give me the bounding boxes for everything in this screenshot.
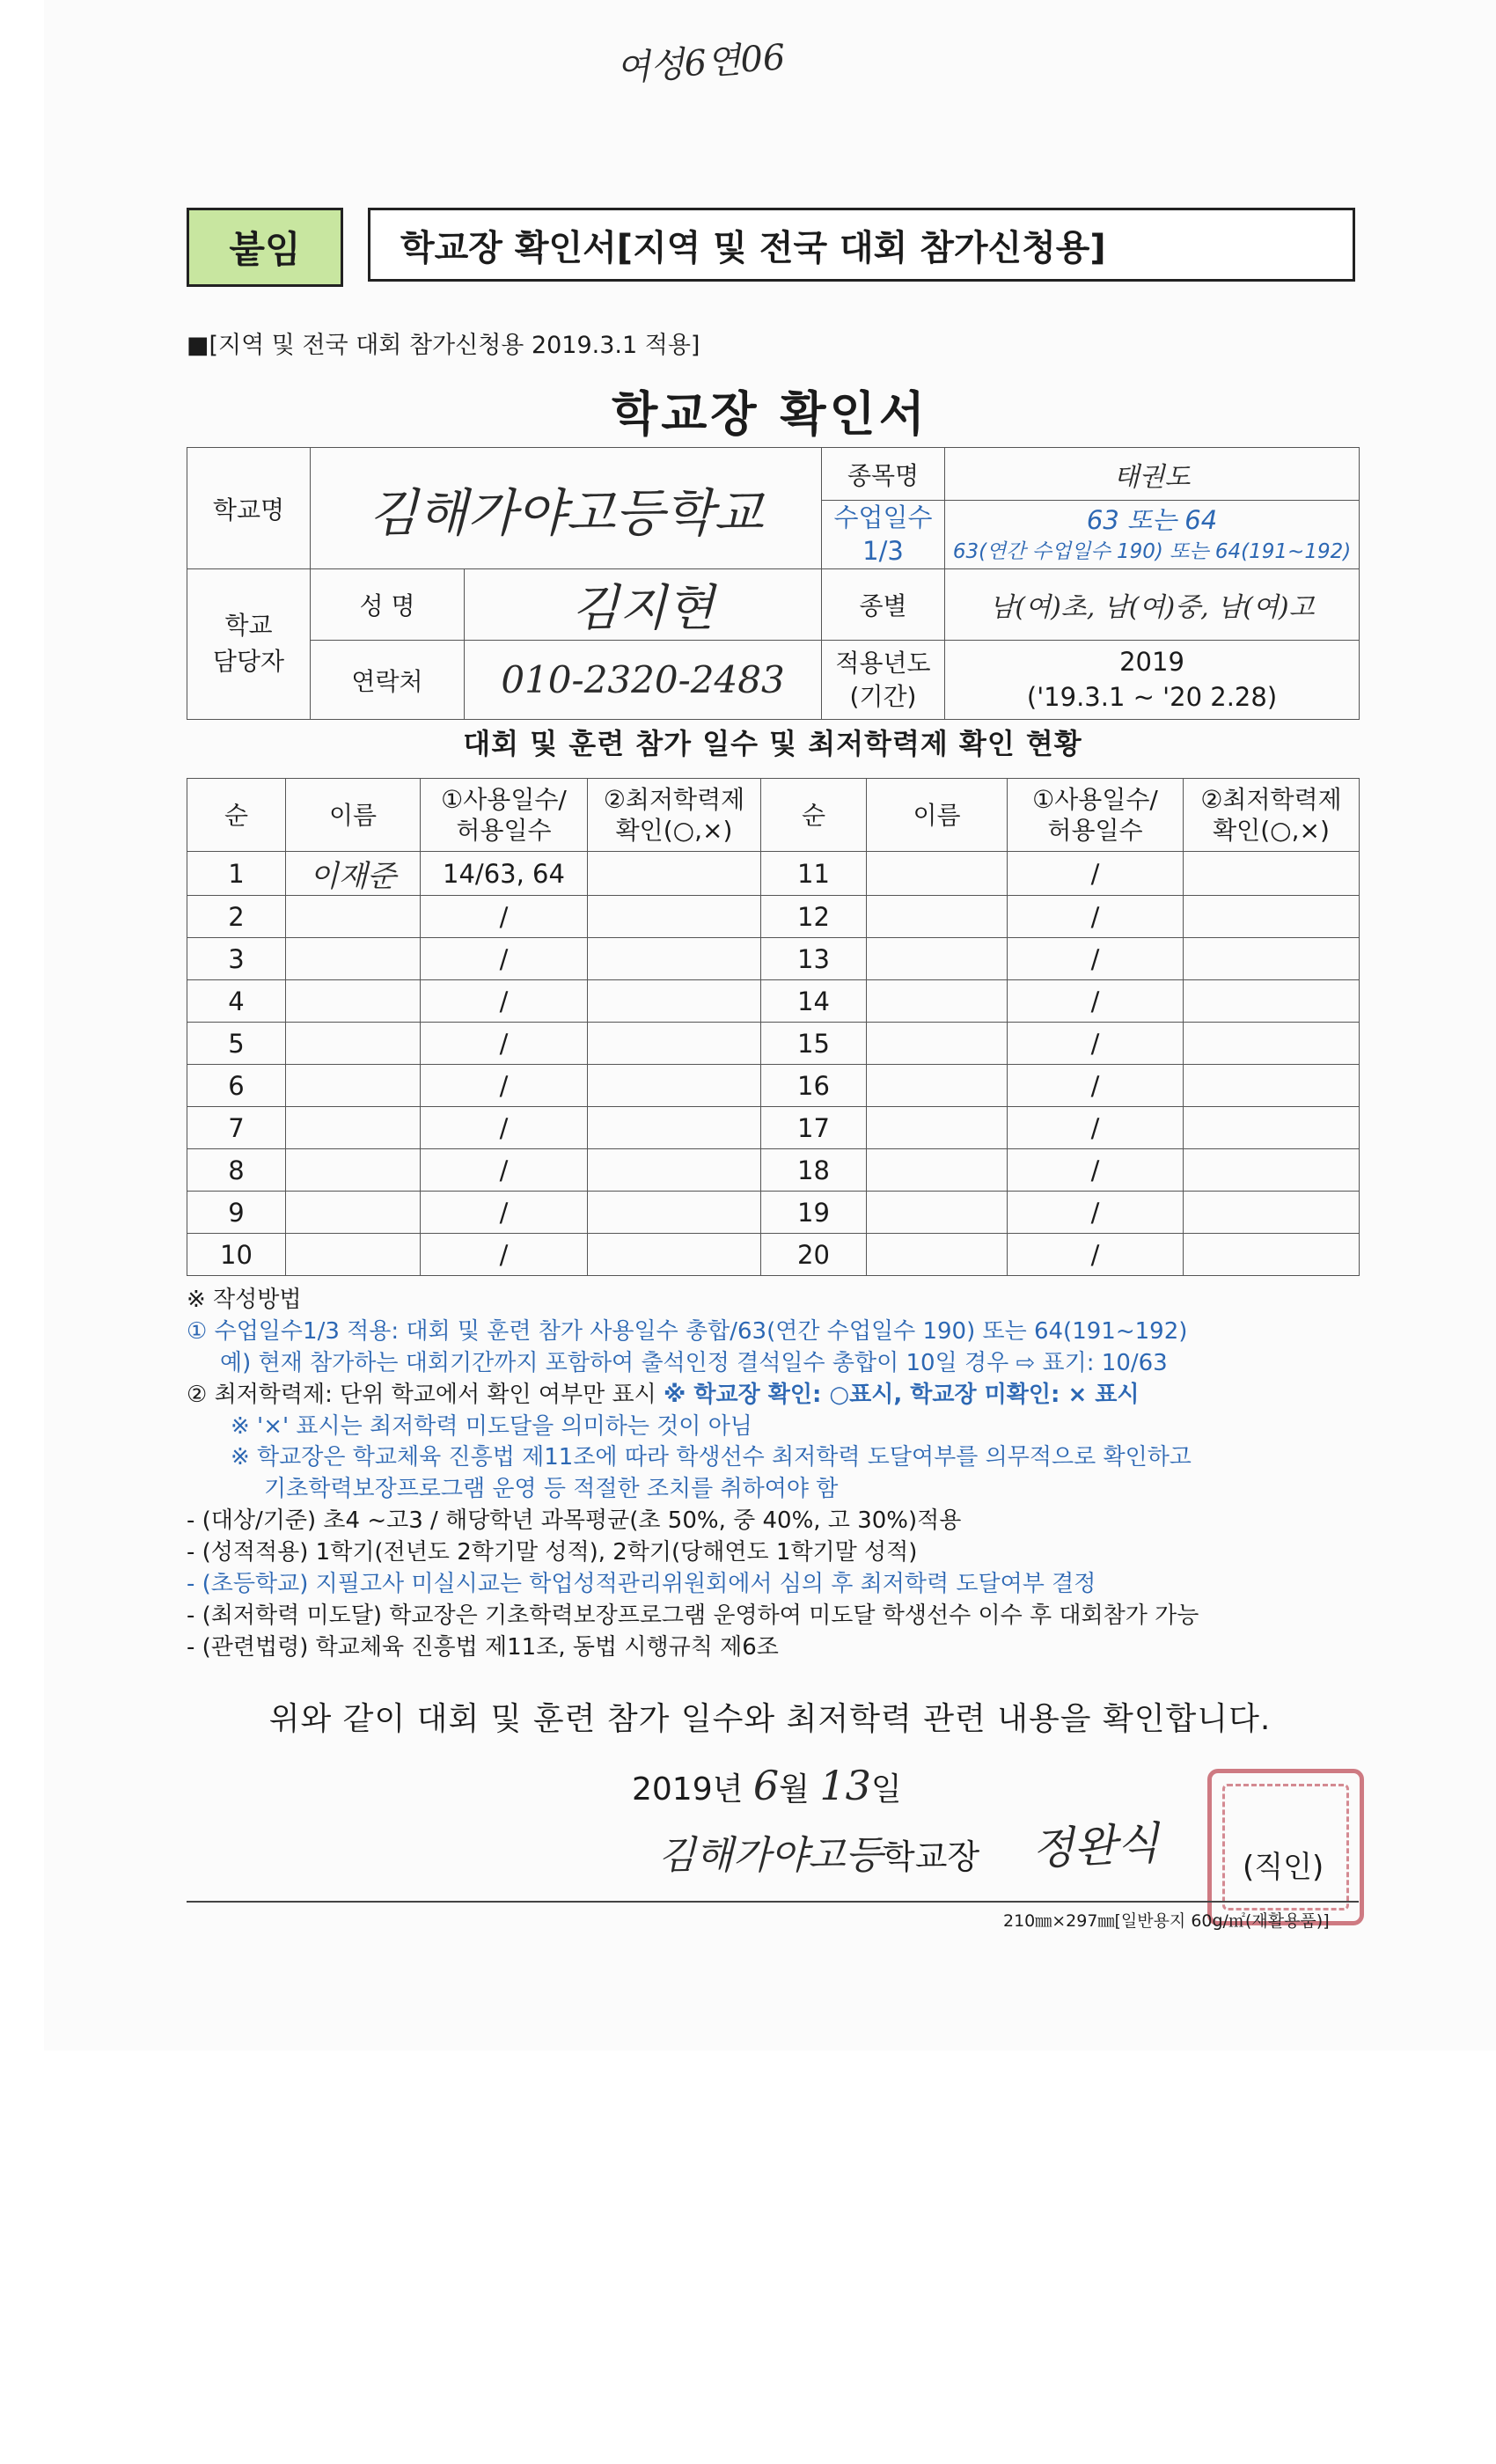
gender-label: 종별 (822, 569, 945, 641)
row-num: 3 (187, 938, 286, 980)
year-label-2: (기간) (849, 681, 917, 711)
col-min (588, 779, 761, 852)
grid-header-row (187, 779, 1360, 852)
manager-name: 김지현 (465, 569, 822, 641)
seal-text: (직인) (1243, 1850, 1324, 1885)
date-year: 2019년 (632, 1771, 744, 1808)
row-name-right (867, 1192, 1008, 1234)
manager-label-1: 학교 (224, 611, 273, 641)
table-row (187, 1023, 1360, 1065)
row-num-right: 14 (761, 980, 867, 1023)
row-min (588, 1107, 761, 1149)
row-days: / (421, 896, 588, 938)
bullet-1: - (대상/기준) 초4 ~고3 / 해당학년 과목평균(초 50%, 중 40%, 고 30%)적용 (187, 1507, 962, 1535)
section-title: 대회 및 훈련 참가 일수 및 최저학력제 확인 현황 (463, 727, 1082, 760)
note-2-highlight: ※ 학교장 확인: ○표시, 학교장 미확인: × 표시 (664, 1381, 1140, 1408)
school-signature-suffix: 학교장 (883, 1837, 980, 1876)
paper-spec-footer: 210㎜×297㎜[일반용지 60g/㎡(재활용품)] (1003, 1911, 1330, 1931)
row-num: 8 (187, 1149, 286, 1192)
row-min (588, 852, 761, 896)
col-min-right (1184, 779, 1360, 852)
class-days-value (945, 501, 1360, 569)
row-name-right (867, 896, 1008, 938)
row-days: / (421, 1234, 588, 1276)
row-name-right (867, 980, 1008, 1023)
col-days-right-2: 허용일수 (1047, 816, 1143, 845)
row-min-right (1184, 938, 1360, 980)
table-row (187, 1192, 1360, 1234)
table-row (187, 1065, 1360, 1107)
col-name: 이름 (286, 779, 421, 852)
row-min (588, 1023, 761, 1065)
school-signature (658, 1823, 979, 1880)
row-name-right (867, 938, 1008, 980)
row-days-right: / (1008, 896, 1184, 938)
row-min-right (1184, 852, 1360, 896)
note-1: ① 수업일수1/3 적용: 대회 및 훈련 참가 사용일수 총합/63(연간 수업일수 190) 또는 64(191~192) (187, 1317, 1188, 1345)
row-name-right (867, 852, 1008, 896)
bullet-3: - (초등학교) 지필고사 미실시교는 학업성적관리위원회에서 심의 후 최저학력 도달여부 결정 (187, 1570, 1096, 1597)
row-days-right: / (1008, 1192, 1184, 1234)
date-day: 13 (819, 1762, 871, 1809)
row-num: 7 (187, 1107, 286, 1149)
notes-heading: ※ 작성방법 (187, 1287, 302, 1313)
row-days: / (421, 1192, 588, 1234)
col-days (421, 779, 588, 852)
school-signature-name: 김해가야고등 (658, 1833, 884, 1878)
row-days-right: / (1008, 1234, 1184, 1276)
table-row (187, 938, 1360, 980)
row-min-right (1184, 1234, 1360, 1276)
col-min-1: ②최저학력제 (603, 785, 745, 814)
attachment-label: 붙임 (187, 208, 343, 287)
note-2-text: ② 최저학력제: 단위 학교에서 확인 여부만 표시 (187, 1381, 656, 1408)
bullet-4: - (최저학력 미도달) 학교장은 기초학력보장프로그램 운영하여 미도달 학생선수 이수 후 대회참가 가능 (187, 1602, 1199, 1629)
principal-signature: 정완식 (1030, 1817, 1161, 1875)
row-days-right: / (1008, 938, 1184, 980)
table-row (187, 1234, 1360, 1276)
divider-line (187, 1901, 1359, 1903)
name-label: 성 명 (311, 569, 465, 641)
row-num-right: 13 (761, 938, 867, 980)
date-month: 6 (752, 1762, 780, 1809)
row-days-right: / (1008, 1107, 1184, 1149)
sport-value: 태권도 (945, 448, 1360, 501)
year-label (822, 641, 945, 720)
row-name (286, 1107, 421, 1149)
note-2 (187, 1380, 1419, 1412)
row-days: 14/63, 64 (421, 852, 588, 896)
col-min-right-1: ②최저학력제 (1200, 785, 1342, 814)
col-days-right-1: ①사용일수/ (1032, 785, 1158, 814)
main-title: 학교장 확인서 (612, 386, 928, 442)
row-days: / (421, 1107, 588, 1149)
note-1-example: 예) 현재 참가하는 대회기간까지 포함하여 출석인정 결석일수 총합이 10일 경우 ⇨ 표기: 10/63 (220, 1349, 1168, 1376)
class-days-main: 63 또는 64 (1086, 505, 1218, 536)
col-days-right (1008, 779, 1184, 852)
row-num-right: 16 (761, 1065, 867, 1107)
row-num: 9 (187, 1192, 286, 1234)
row-name (286, 938, 421, 980)
contact-label: 연락처 (311, 641, 465, 720)
table-row (187, 980, 1360, 1023)
manager-label-2: 담당자 (212, 647, 285, 676)
row-num: 10 (187, 1234, 286, 1276)
row-days-right: / (1008, 852, 1184, 896)
col-days-2: 허용일수 (456, 816, 552, 845)
row-num: 1 (187, 852, 286, 896)
row-num: 5 (187, 1023, 286, 1065)
row-num-right: 12 (761, 896, 867, 938)
row-num-right: 11 (761, 852, 867, 896)
manager-label (187, 569, 311, 720)
row-min (588, 896, 761, 938)
info-table (187, 447, 1360, 720)
col-days-1: ①사용일수/ (441, 785, 567, 814)
participation-grid (187, 778, 1360, 1276)
row-min-right (1184, 1023, 1360, 1065)
col-num-right: 순 (761, 779, 867, 852)
form-title: 학교장 확인서[지역 및 전국 대회 참가신청용] (368, 208, 1355, 282)
year-value-main: 2019 (1119, 647, 1184, 678)
note-3: ※ '×' 표시는 최저학력 미도달을 의미하는 것이 아님 (231, 1412, 752, 1440)
row-days: / (421, 938, 588, 980)
row-name (286, 1192, 421, 1234)
row-name (286, 896, 421, 938)
handwritten-note: 여성6연06 (614, 37, 787, 90)
row-min (588, 1149, 761, 1192)
row-num-right: 18 (761, 1149, 867, 1192)
table-row (187, 896, 1360, 938)
row-min-right (1184, 1192, 1360, 1234)
year-label-1: 적용년도 (835, 648, 931, 678)
note-4-cont: 기초학력보장프로그램 운영 등 적절한 조치를 취하여야 함 (264, 1476, 839, 1503)
school-name: 김해가야고등학교 (311, 448, 822, 569)
bullet-5: - (관련법령) 학교체육 진흥법 제11조, 동법 시행규칙 제6조 (187, 1633, 779, 1661)
row-min (588, 1192, 761, 1234)
row-days: / (421, 1065, 588, 1107)
form-subtitle: ■[지역 및 전국 대회 참가신청용 2019.3.1 적용] (187, 332, 700, 359)
row-days: / (421, 1149, 588, 1192)
row-min-right (1184, 896, 1360, 938)
row-days: / (421, 1023, 588, 1065)
row-min (588, 1065, 761, 1107)
row-min-right (1184, 1107, 1360, 1149)
issue-date (632, 1762, 902, 1809)
row-days: / (421, 980, 588, 1023)
row-days-right: / (1008, 1023, 1184, 1065)
note-4: ※ 학교장은 학교체육 진흥법 제11조에 따라 학생선수 최저학력 도달여부를 의무적으로 확인하고 (231, 1444, 1192, 1471)
contact-value: 010-2320-2483 (465, 641, 822, 720)
row-name-right (867, 1149, 1008, 1192)
row-min-right (1184, 980, 1360, 1023)
row-name (286, 980, 421, 1023)
sport-label: 종목명 (822, 448, 945, 501)
year-value-period: ('19.3.1 ~ '20 2.28) (1026, 681, 1278, 712)
row-min (588, 980, 761, 1023)
row-name-right (867, 1107, 1008, 1149)
row-num: 4 (187, 980, 286, 1023)
table-row (187, 1149, 1360, 1192)
confirmation-statement: 위와 같이 대회 및 훈련 참가 일수와 최저학력 관련 내용을 확인합니다. (268, 1701, 1272, 1737)
row-name-right (867, 1065, 1008, 1107)
row-days-right: / (1008, 980, 1184, 1023)
col-min-right-2: 확인(○,×) (1213, 816, 1330, 845)
row-name: 이재준 (286, 852, 421, 896)
date-day-unit: 일 (870, 1771, 902, 1808)
class-days-label (822, 501, 945, 569)
class-days-label-2: 1/3 (862, 535, 904, 566)
row-min-right (1184, 1065, 1360, 1107)
col-num: 순 (187, 779, 286, 852)
row-min (588, 1234, 761, 1276)
row-name-right (867, 1234, 1008, 1276)
row-name (286, 1234, 421, 1276)
row-min-right (1184, 1149, 1360, 1192)
row-days-right: / (1008, 1149, 1184, 1192)
row-num-right: 17 (761, 1107, 867, 1149)
class-days-label-1: 수업일수 (833, 502, 933, 532)
row-num-right: 20 (761, 1234, 867, 1276)
row-days-right: / (1008, 1065, 1184, 1107)
row-num: 6 (187, 1065, 286, 1107)
row-num-right: 19 (761, 1192, 867, 1234)
school-label: 학교명 (187, 448, 311, 569)
row-name (286, 1065, 421, 1107)
table-row (187, 1107, 1360, 1149)
row-name-right (867, 1023, 1008, 1065)
col-name-right: 이름 (867, 779, 1008, 852)
year-value (945, 641, 1360, 720)
table-row (187, 852, 1360, 896)
class-days-detail: 63(연간 수업일수 190) 또는 64(191~192) (952, 539, 1352, 563)
row-num-right: 15 (761, 1023, 867, 1065)
row-num: 2 (187, 896, 286, 938)
row-min (588, 938, 761, 980)
date-month-unit: 월 (779, 1771, 810, 1808)
instructions (187, 1285, 1419, 1664)
row-name (286, 1023, 421, 1065)
gender-value: 남(여)초, 남(여)중, 남(여)고 (945, 569, 1360, 641)
row-name (286, 1149, 421, 1192)
col-min-2: 확인(○,×) (615, 816, 733, 845)
bullet-2: - (성적적용) 1학기(전년도 2학기말 성적), 2학기(당해연도 1학기말 성적) (187, 1539, 918, 1566)
